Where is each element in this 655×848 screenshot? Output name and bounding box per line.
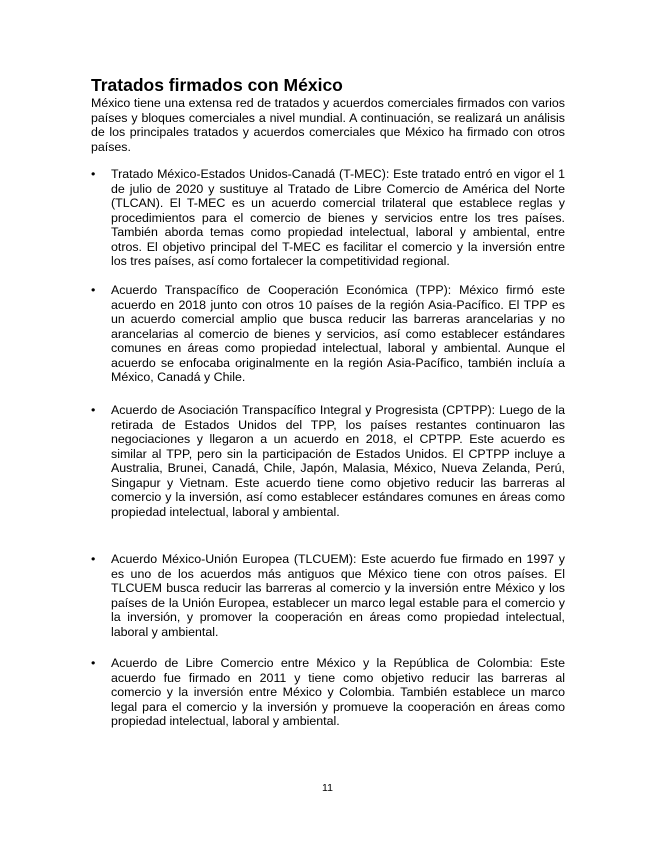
bullet: • xyxy=(91,403,96,417)
list-item-text: Acuerdo México-Unión Europea (TLCUEM): Este acuerdo fue firmado en 1997 y es uno de los acuerdos más antiguos que México tiene con otros países. El TLCUEM busca reducir las barreras al comercio y la inversión entre México y los países de la Unión Europea, establecer un marco legal estable para el comercio y la inversión, y promover la cooperación en áreas como propiedad intelectual, laboral y ambiental. xyxy=(111,552,565,639)
bullet: • xyxy=(91,656,96,670)
list-item-text: Acuerdo Transpacífico de Cooperación Económica (TPP): México firmó este acuerdo en 2018 junto con otros 10 países de la región Asia-Pacífico. El TPP es un acuerdo comercial amplio que busca reducir las barreras arancelarias y no arancelarias al comercio de bienes y servicios, así como establecer estándares comunes en áreas como propiedad intelectual, laboral y ambiental. Aunque el acuerdo se enfocaba originalmente en la región Asia-Pacífico, también incluía a México, Canadá y Chile. xyxy=(111,283,565,384)
intro-paragraph: México tiene una extensa red de tratados y acuerdos comerciales firmados con varios países y bloques comerciales a nivel mundial. A continuación, se realizará un análisis de los principales tratados y acuerdos comerciales que México ha firmado con otros países. xyxy=(91,96,565,154)
section-title: Tratados firmados con México xyxy=(91,75,343,95)
bullet: • xyxy=(91,552,96,566)
list-item-text: Tratado México-Estados Unidos-Canadá (T-MEC): Este tratado entró en vigor el 1 de julio de 2020 y sustituye al Tratado de Libre Comercio de América del Norte (TLCAN). El T-MEC es un acuerdo comercial trilateral que establece reglas y procedimientos para el comercio de bienes y servicios entre los tres países. También aborda temas como propiedad intelectual, laboral y ambiental, entre otros. El objetivo principal del T-MEC es facilitar el comercio y la inversión entre los tres países, así como fortalecer la competitividad regional. xyxy=(111,167,565,268)
list-item-text: Acuerdo de Libre Comercio entre México y la República de Colombia: Este acuerdo fue firmado en 2011 y tiene como objetivo reducir las barreras al comercio y la inversión entre México y Colombia. También establece un marco legal para el comercio y la inversión y promueve la cooperación en áreas como propiedad intelectual, laboral y ambiental. xyxy=(111,656,565,728)
bullet: • xyxy=(91,167,96,181)
list-item-text: Acuerdo de Asociación Transpacífico Integral y Progresista (CPTPP): Luego de la retirada de Estados Unidos del TPP, los países restantes continuaron las negociaciones y llegaron a un acuerdo en 2018, el CPTPP. Este acuerdo es similar al TPP, pero sin la participación de Estados Unidos. El CPTPP incluye a Australia, Brunei, Canadá, Chile, Japón, Malasia, México, Nueva Zelanda, Perú, Singapur y Vietnam. Este acuerdo tiene como objetivo reducir las barreras al comercio y la inversión, así como establecer estándares comunes en áreas como propiedad intelectual, laboral y ambiental. xyxy=(111,403,565,519)
page-number: 11 xyxy=(322,782,333,794)
bullet: • xyxy=(91,283,96,297)
